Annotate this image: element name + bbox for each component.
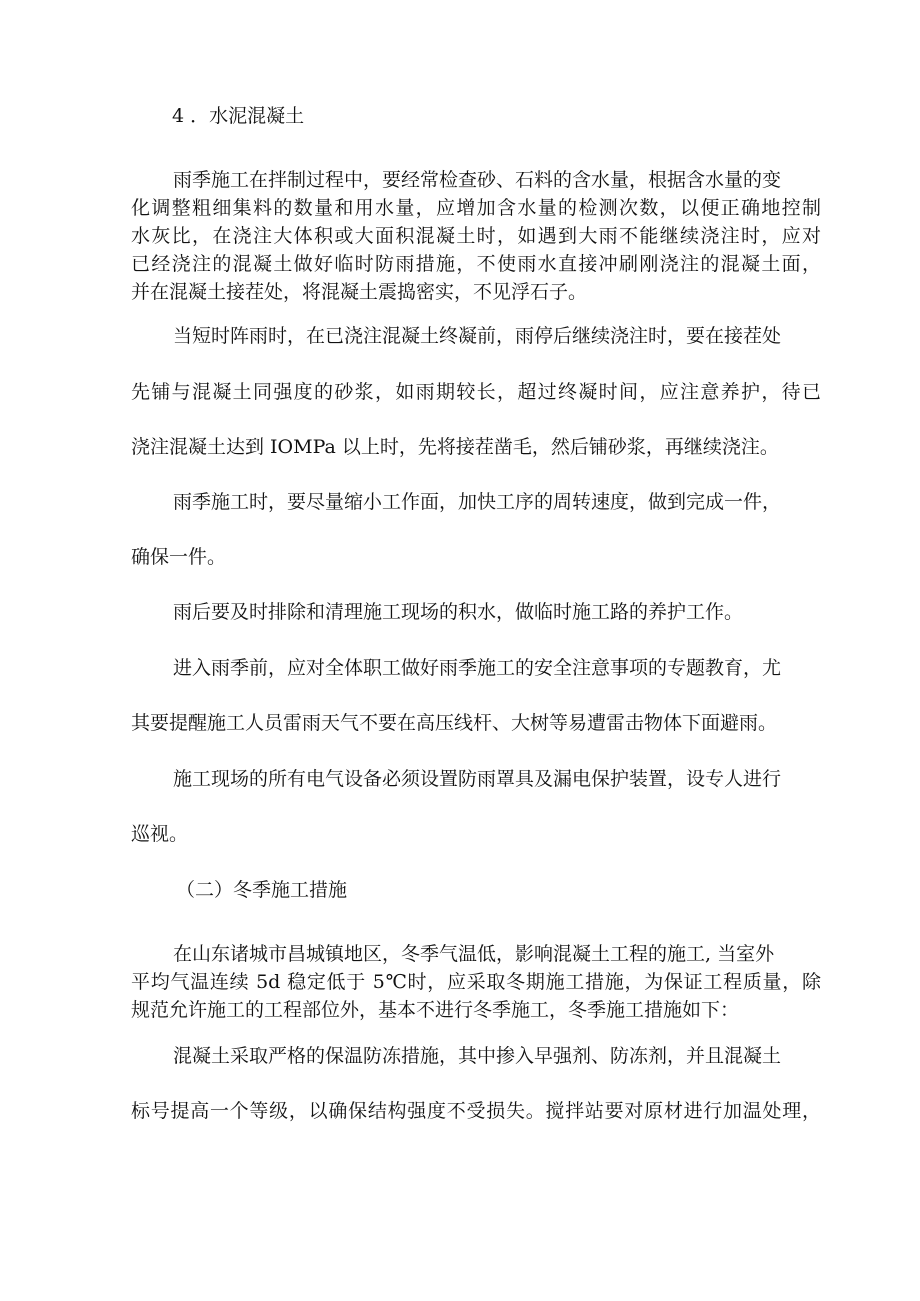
paragraph-line: 确保一件。 xyxy=(131,546,227,568)
section-title-winter: （二）冬季施工措施 xyxy=(176,879,348,901)
paragraph-line: 平均气温连续 5d 稳定低于 5℃时，应采取冬期施工措施，为保证工程质量，除 xyxy=(131,971,821,993)
paragraph-line: 巡视。 xyxy=(131,823,189,845)
paragraph-line: 水灰比，在浇注大体积或大面积混凝土时，如遇到大雨不能继续浇注时，应对 xyxy=(131,225,821,247)
paragraph-line: 当短时阵雨时，在已浇注混凝土终凝前，雨停后继续浇注时，要在接茬处 xyxy=(173,325,782,347)
paragraph-line: 已经浇注的混凝土做好临时防雨措施，不使雨水直接冲刷刚浇注的混凝土面， xyxy=(131,253,821,275)
paragraph-line: 标号提高一个等级，以确保结构强度不受损失。搅拌站要对原材进行加温处理， xyxy=(131,1100,821,1122)
paragraph-line: 进入雨季前，应对全体职工做好雨季施工的安全注意事项的专题教育，尤 xyxy=(173,657,782,679)
paragraph-line: 混凝土采取严格的保温防冻措施，其中掺入早强剂、防冻剂，并且混凝土 xyxy=(173,1045,782,1067)
paragraph-line: 施工现场的所有电气设备必须设置防雨罩具及漏电保护装置，设专人进行 xyxy=(173,768,782,790)
paragraph-line: 先铺与混凝土同强度的砂浆，如雨期较长，超过终凝时间，应注意养护，待已 xyxy=(131,381,821,403)
paragraph-line: 浇注混凝土达到 IOMPa 以上时，先将接茬凿毛，然后铺砂浆，再继续浇注。 xyxy=(131,436,779,458)
paragraph-after-rain: 雨后要及时排除和清理施工现场的积水，做临时施工路的养护工作。 xyxy=(173,601,744,623)
paragraph-line: 规范允许施工的工程部位外，基本不进行冬季施工，冬季施工措施如下： xyxy=(131,999,740,1021)
paragraph-line: 雨季施工时，要尽量缩小工作面，加快工序的周转速度，做到完成一件， xyxy=(173,491,782,513)
section-heading: 4 ．水泥混凝土 xyxy=(172,105,305,127)
paragraph-line: 雨季施工在拌制过程中，要经常检查砂、石料的含水量，根据含水量的变 xyxy=(173,169,782,191)
paragraph-line: 其要提醒施工人员雷雨天气不要在高压线杆、大树等易遭雷击物体下面避雨。 xyxy=(131,712,778,734)
paragraph-line: 在山东诸城市昌城镇地区，冬季气温低，影响混凝土工程的施工, 当室外 xyxy=(173,943,775,965)
paragraph-line: 并在混凝土接茬处，将混凝土震捣密实，不见浮石子。 xyxy=(131,281,588,303)
paragraph-line: 化调整粗细集料的数量和用水量，应增加含水量的检测次数，以便正确地控制 xyxy=(131,197,821,219)
